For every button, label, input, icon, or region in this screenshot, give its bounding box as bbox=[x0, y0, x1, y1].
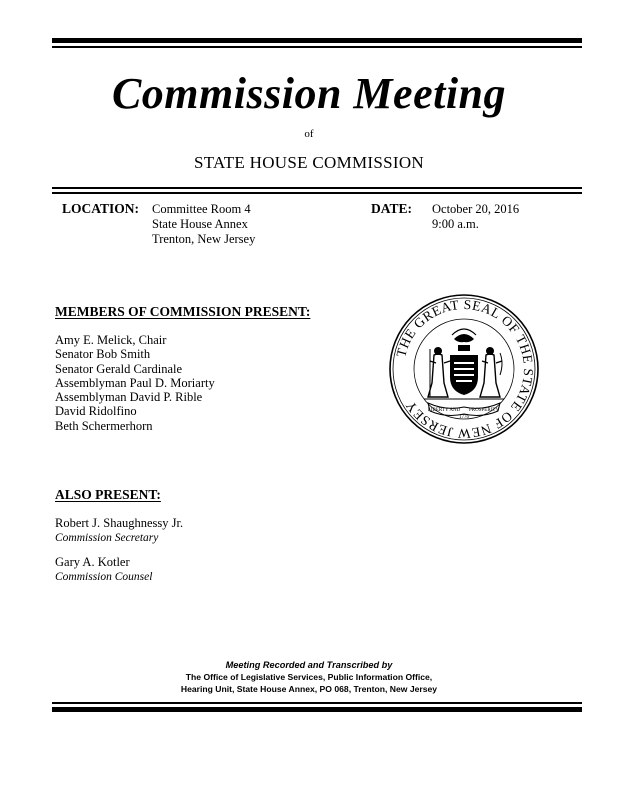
member-name: Assemblyman Paul D. Moriarty bbox=[55, 375, 215, 390]
member-name: Senator Bob Smith bbox=[55, 347, 151, 362]
state-seal-image bbox=[388, 293, 540, 445]
members-heading: MEMBERS OF COMMISSION PRESENT: bbox=[55, 304, 311, 319]
seal-year: 1776 bbox=[459, 415, 469, 420]
attendee-role: Commission Counsel bbox=[55, 571, 153, 583]
location-line: Trenton, New Jersey bbox=[152, 232, 256, 246]
members-list bbox=[55, 333, 215, 433]
location-line: Committee Room 4 bbox=[152, 202, 251, 216]
member-name: David Ridolfino bbox=[55, 404, 137, 419]
top-rule-thin bbox=[52, 46, 582, 48]
commission-name: STATE HOUSE COMMISSION bbox=[193, 153, 425, 172]
top-rule-thick bbox=[52, 38, 582, 43]
page-title: Commission Meeting bbox=[111, 69, 507, 118]
seal-ring-text: THE GREAT SEAL OF THE STATE OF NEW JERSEY bbox=[393, 296, 537, 442]
location-label: LOCATION: bbox=[62, 201, 140, 216]
member-name: Assemblyman David P. Rible bbox=[55, 390, 203, 405]
credit-address: Hearing Unit, State House Annex, PO 068, Trenton, New Jersey bbox=[180, 684, 438, 694]
bottom-rule-thick bbox=[52, 707, 582, 712]
seal-motto-left: LIBERTY AND bbox=[427, 408, 461, 413]
header-rule-1 bbox=[52, 187, 582, 189]
attendee bbox=[55, 555, 152, 585]
attendee-name: Robert J. Shaughnessy Jr. bbox=[55, 516, 184, 530]
seal-motto-right: PROSPERITY bbox=[468, 408, 500, 413]
date-value bbox=[432, 202, 519, 232]
time-line: 9:00 a.m. bbox=[432, 217, 479, 231]
also-present-heading: ALSO PRESENT: bbox=[55, 487, 161, 502]
date-line: October 20, 2016 bbox=[432, 202, 520, 216]
credit-line: Meeting Recorded and Transcribed by bbox=[225, 660, 393, 670]
location-value bbox=[152, 202, 255, 247]
location-line: State House Annex bbox=[152, 217, 248, 231]
credit-office: The Office of Legislative Services, Public Information Office, bbox=[185, 672, 433, 682]
title-connector: of bbox=[304, 128, 314, 140]
member-name: Senator Gerald Cardinale bbox=[55, 361, 183, 376]
member-name: Beth Schermerhorn bbox=[55, 418, 153, 433]
attendee bbox=[55, 516, 183, 546]
header-rule-2 bbox=[52, 192, 582, 194]
attendee-name: Gary A. Kotler bbox=[55, 555, 130, 569]
member-name: Amy E. Melick, Chair bbox=[55, 333, 167, 347]
date-label: DATE: bbox=[371, 201, 413, 216]
attendee-role: Commission Secretary bbox=[55, 532, 159, 544]
bottom-rule-thin bbox=[52, 702, 582, 704]
transcription-credit bbox=[0, 659, 618, 695]
